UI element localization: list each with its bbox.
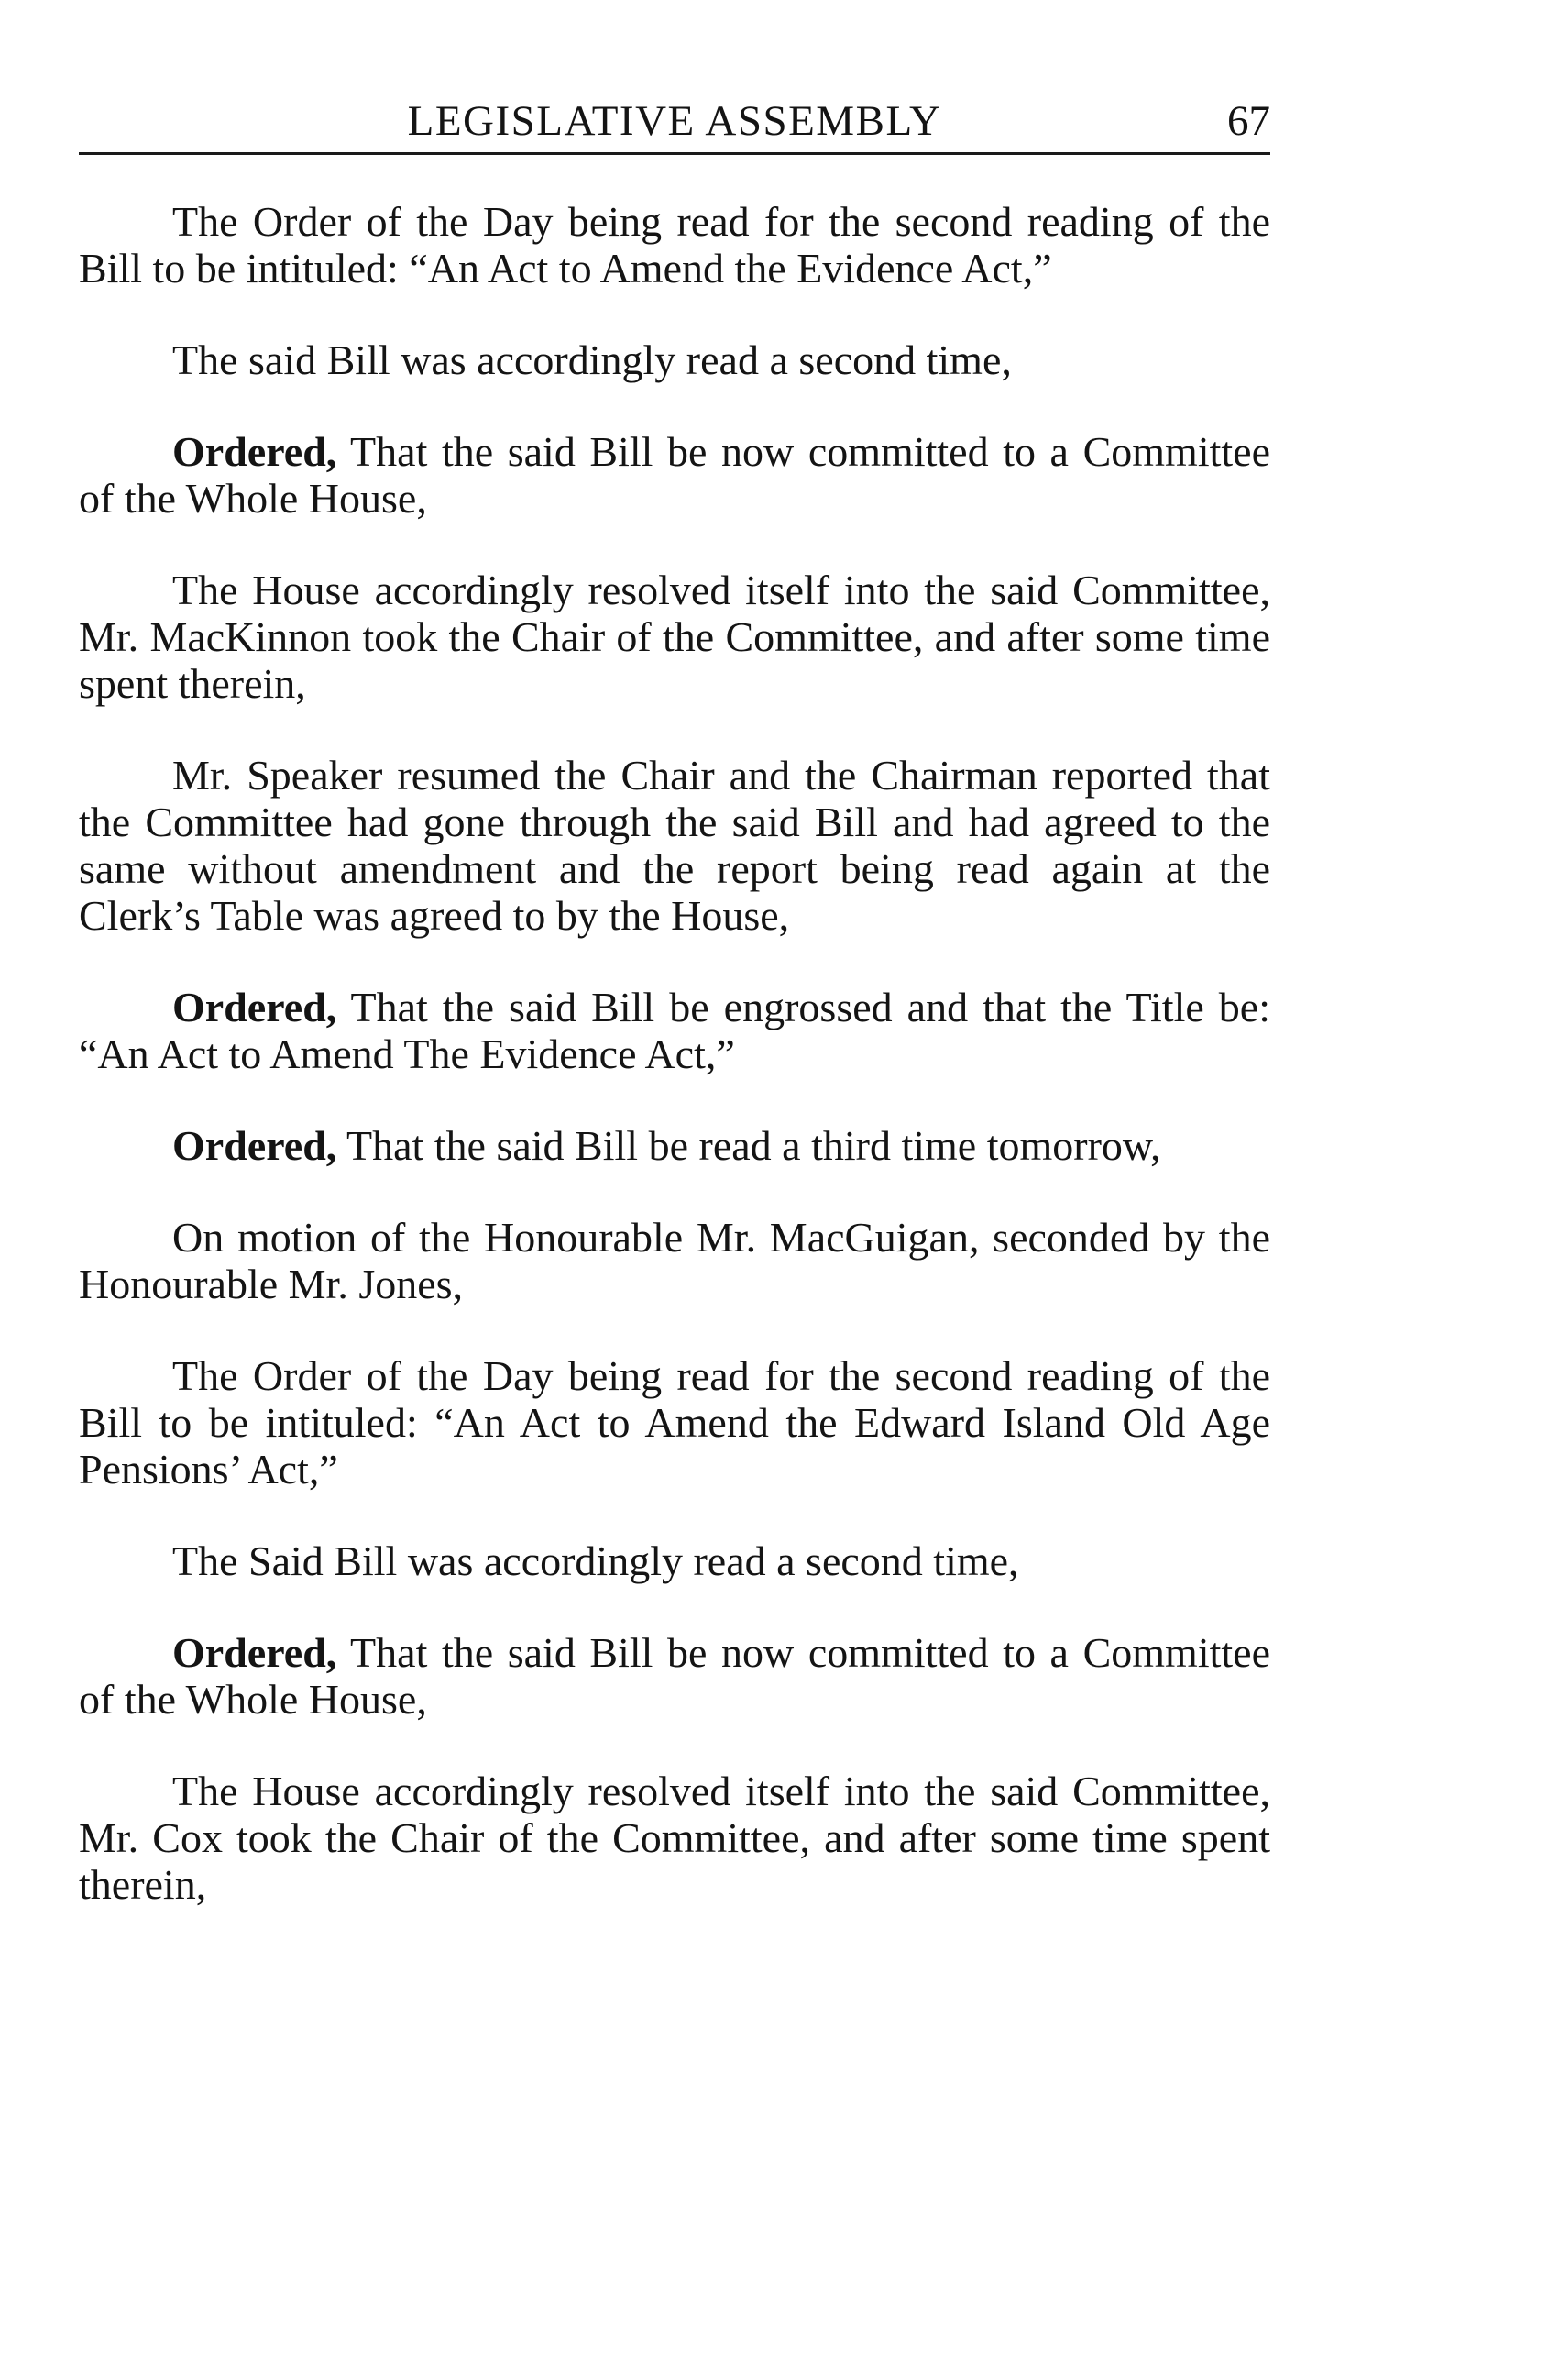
- paragraph-text: The Order of the Day being read for the second reading of the Bill to be intituled: “An Act to Amend the Edward Island Old Age Pensions’ Act,”: [79, 1352, 1270, 1493]
- paragraph: [79, 1537, 1270, 1584]
- paragraph: [79, 1214, 1270, 1307]
- page-header: [79, 92, 1270, 150]
- paragraph: [79, 1629, 1270, 1723]
- paragraph: [79, 1122, 1270, 1169]
- paragraph-text: The House accordingly resolved itself into the said Committee, Mr. Cox took the Chair of the Committee, and after some time spent therein,: [79, 1768, 1270, 1908]
- paragraph-text: On motion of the Honourable Mr. MacGuigan, seconded by the Honourable Mr. Jones,: [79, 1214, 1270, 1307]
- paragraph: [79, 428, 1270, 522]
- paragraph-text: The House accordingly resolved itself into the said Committee, Mr. MacKinnon took the Chair of the Committee, and after some time spent therein,: [79, 567, 1270, 707]
- paragraph-text: That the said Bill be now committed to a Committee of the Whole House,: [79, 1629, 1270, 1723]
- paragraph-lead: Ordered,: [172, 428, 337, 475]
- paragraph-text: The Order of the Day being read for the second reading of the Bill to be intituled: “An Act to Amend the Evidence Act,”: [79, 198, 1270, 292]
- paragraph-text: That the said Bill be now committed to a Committee of the Whole House,: [79, 428, 1270, 522]
- paragraph: [79, 1352, 1270, 1493]
- paragraph: [79, 567, 1270, 707]
- header-rule: [79, 152, 1270, 155]
- paragraph-text: The said Bill was accordingly read a second time,: [172, 336, 1012, 383]
- page-number: 67: [1227, 97, 1270, 145]
- paragraph-text: That the said Bill be engrossed and that the Title be: “An Act to Amend The Evidence Act,”: [79, 984, 1270, 1077]
- paragraph: [79, 984, 1270, 1077]
- paragraph-lead: Ordered,: [172, 984, 337, 1030]
- paragraph: [79, 198, 1270, 292]
- paragraph-text: Mr. Speaker resumed the Chair and the Chairman reported that the Committee had gone through the said Bill and had agreed to the same without amendment and the report being read again at the Clerk’s Table was agreed to by the House,: [79, 752, 1270, 939]
- paragraph-lead: Ordered,: [172, 1629, 337, 1676]
- running-head: LEGISLATIVE ASSEMBLY: [407, 97, 942, 145]
- paragraph-lead: Ordered,: [172, 1122, 337, 1169]
- paragraph-text: That the said Bill be read a third time tomorrow,: [336, 1122, 1161, 1169]
- paragraph-text: The Said Bill was accordingly read a second time,: [172, 1537, 1019, 1584]
- paragraph: [79, 1768, 1270, 1908]
- body-text: [79, 198, 1270, 1953]
- paragraph: [79, 752, 1270, 939]
- paragraph: [79, 336, 1270, 383]
